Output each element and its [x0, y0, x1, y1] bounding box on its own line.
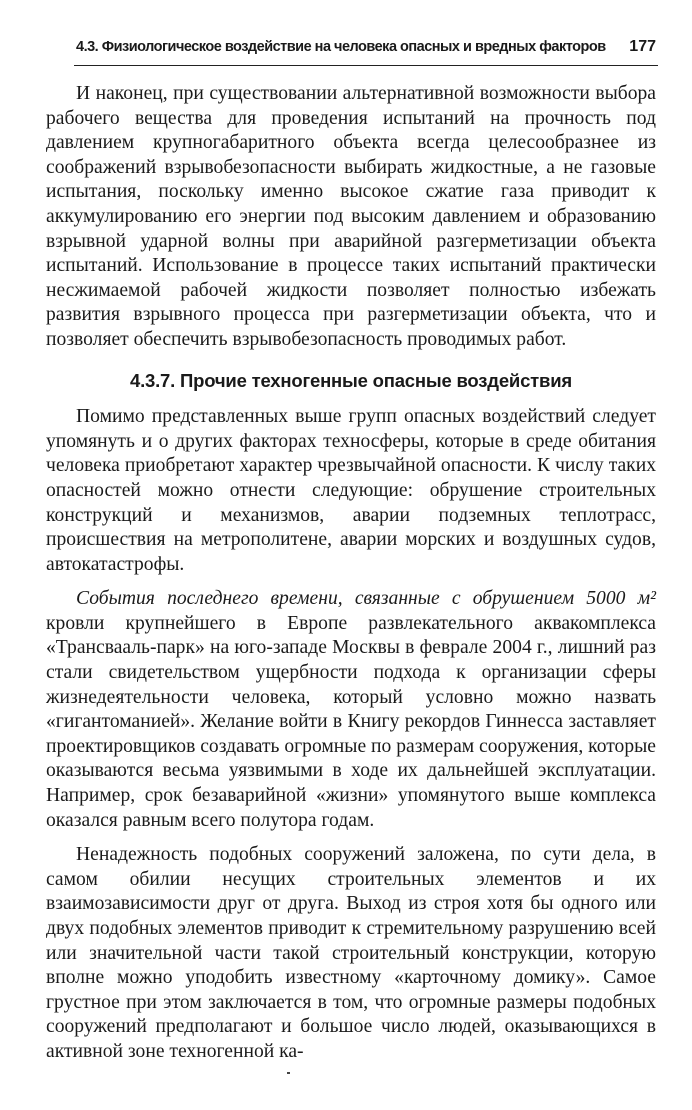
running-title: 4.3. Физиологическое воздействие на человека опасных и вредных факторов: [76, 39, 606, 55]
page-number: 177: [629, 38, 656, 55]
section-heading: 4.3.7. Прочие техногенные опасные воздействия: [130, 369, 572, 391]
paragraph-unreliability: Ненадежность подобных сооружений заложена, по сути дела, в самом обилии несущих строительных элементов и их взаимозависимости друг от друга. Выход из строя хотя бы одного или двух подобных элементов приводит к стремительному разрушению всей или значительной части такой строительный конструкции, которую вполне можно уподобить известному «карточному домику». Самое грустное при этом заключается в том, что огромные размеры подобных сооружений предполагают и большое число людей, оказывающихся в активной зоне техногенной ка-: [46, 844, 656, 1062]
italic-lead-in: События последнего времени, связанные с обрушением 5000 м²: [76, 588, 656, 610]
paragraph-alternative-medium: И наконец, при существовании альтернативной возможности выбора рабочего вещества для проведения испытаний на прочность под давлением крупногабаритного объекта всегда целесообразнее из соображений взрывобезопасности выбирать жидкостные, а не газовые испытания, поскольку именно высокое сжатие газа приводит к аккумулированию его энергии под высоким давлением и образованию взрывной ударной волны при аварийной разгерметизации объекта испытаний. Использование в процессе таких испытаний практически несжимаемой рабочей жидкости позволяет полностью избежать развития взрывного процесса при разгерметизации объекта, что и позволяет обеспечить взрывобезопасность проводимых работ.: [46, 83, 656, 350]
paragraph-other-hazards: Помимо представленных выше групп опасных воздействий следует упомянуть и о других факторах техносферы, которые в среде обитания человека приобретают характер чрезвычайной опасности. К числу таких опасностей можно отнести следующие: обрушение строительных конструкций и механизмов, аварии подземных теплотрасс, происшествия на метрополитене, аварии морских и воздушных судов, автокатастрофы.: [46, 406, 656, 575]
paragraph-transvaal-park-rest: кровли крупнейшего в Европе развлекательного аквакомплекса «Трансвааль-парк» на юго-западе Москвы в феврале 2004 г., лишний раз стали свидетельством ущербности подхода к организации сферы жизнедеятельности человека, который условно можно назвать «гигантоманией». Желание войти в Книгу рекордов Гиннесса заставляет проектировщиков создавать огромные по размерам сооружения, которые оказываются весьма уязвимыми в ходе их дальнейшей эксплуатации. Например, срок безаварийной «жизни» упомянутого выше комплекса оказался равным всего полутора годам.: [46, 612, 657, 831]
paragraph-gap: [46, 833, 656, 843]
body-text: [46, 82, 656, 1065]
paragraph-gap: [46, 577, 656, 587]
running-header: [76, 38, 656, 56]
print-speck: [287, 1072, 290, 1074]
paragraph-transvaal-park: [46, 587, 656, 833]
header-rule: [74, 65, 658, 66]
